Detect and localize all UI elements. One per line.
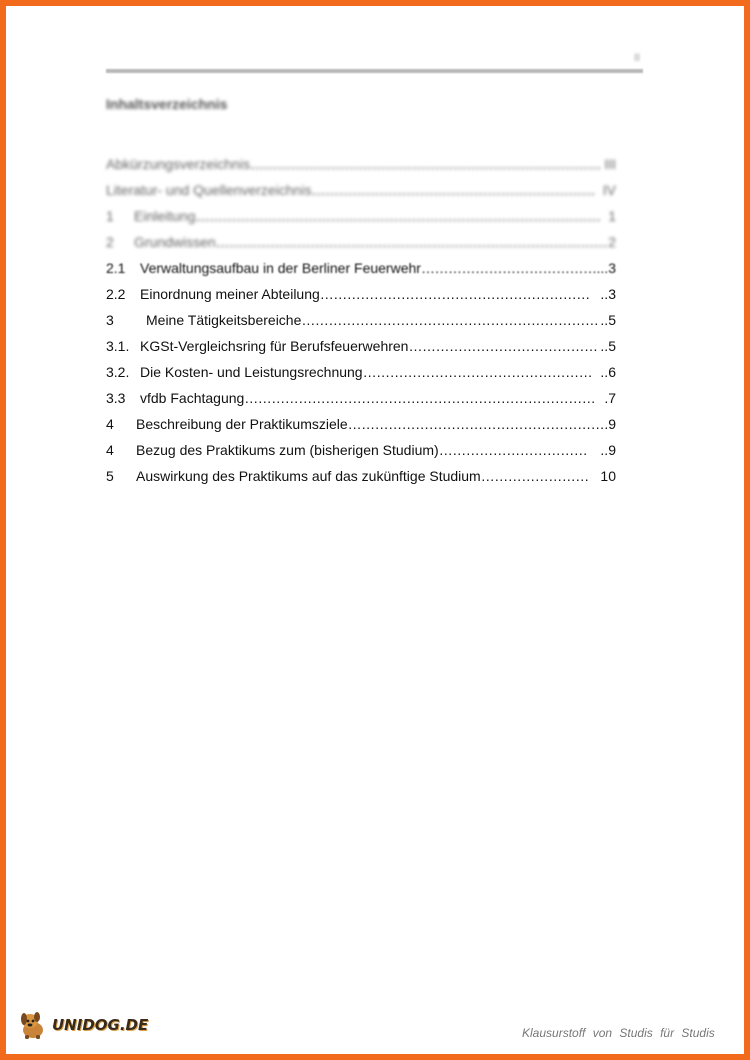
- toc-entry-number: 3.2.: [106, 364, 130, 380]
- toc-entry-number: 4: [106, 416, 114, 432]
- unidog-logo[interactable]: [16, 1010, 148, 1040]
- toc-entry-number: 2.2: [106, 286, 126, 302]
- toc-leader-dots: …………………………………………………………: [301, 312, 599, 328]
- toc-entry-page: ..5: [600, 338, 616, 354]
- toc-leader-dots: ……………………………: [438, 442, 588, 458]
- toc-entry-page: ..6: [600, 364, 616, 380]
- toc-entry-label: Abkürzungsverzeichnis: [106, 156, 250, 172]
- document-page: [6, 6, 744, 1054]
- toc-leader-dots: ……………………………………………: [362, 364, 593, 380]
- toc-entry[interactable]: [106, 438, 616, 464]
- toc-entry-label: Die Kosten- und Leistungsrechnung: [140, 364, 363, 380]
- toc-leader-dots: ……………………………………………………………………: [249, 156, 601, 172]
- toc-entry-page: .7: [604, 390, 616, 406]
- page-number: II: [634, 52, 641, 64]
- toc-entry-page: ..3: [600, 286, 616, 302]
- toc-entry-number: 5: [106, 468, 114, 484]
- toc-leader-dots: …………………………………: [420, 260, 597, 276]
- toc-entry[interactable]: [106, 204, 616, 230]
- logo-text: UNIDOG.DE: [52, 1016, 149, 1034]
- toc-entry[interactable]: [106, 464, 616, 490]
- toc-entry-page: 2: [608, 234, 616, 250]
- toc-title: Inhaltsverzeichnis: [106, 96, 228, 112]
- toc-entry-label: Literatur- und Quellenverzeichnis: [106, 182, 312, 198]
- toc-entry-label: Verwaltungsaufbau in der Berliner Feuerwehr: [140, 260, 421, 276]
- header-rule: [106, 69, 643, 73]
- toc-leader-dots: ……………………: [480, 468, 589, 484]
- toc-entry[interactable]: [106, 308, 616, 334]
- toc-entry-label: Meine Tätigkeitsbereiche: [146, 312, 302, 328]
- toc-entry[interactable]: [106, 334, 616, 360]
- toc-entry-label: Bezug des Praktikums zum (bisherigen Studium): [136, 442, 439, 458]
- toc-leader-dots: ………………………………………………………………………………: [195, 208, 601, 224]
- toc-entry[interactable]: [106, 152, 616, 178]
- dog-mascot-icon: [16, 1010, 50, 1040]
- toc-entry-label: KGSt-Vergleichsring für Berufsfeuerwehren: [140, 338, 409, 354]
- footer-tagline: Klausurstoff von Studis für Studis: [522, 1026, 715, 1040]
- toc-entry-page: 1: [608, 208, 616, 224]
- toc-entry-label: Beschreibung der Praktikumsziele: [136, 416, 348, 432]
- toc-entry[interactable]: [106, 230, 616, 256]
- toc-entry-number: 3: [106, 312, 114, 328]
- toc-leader-dots: …………………………………………………: [347, 416, 605, 432]
- toc-entry-page: ...3: [596, 260, 616, 276]
- toc-entry-number: 2: [106, 234, 114, 250]
- toc-leader-dots: ………………………………………………………: [311, 182, 595, 198]
- toc-entry-page: 10: [600, 468, 616, 484]
- toc-entry-number: 1: [106, 208, 114, 224]
- toc-entry[interactable]: [106, 360, 616, 386]
- toc-entry-page: ..5: [600, 312, 616, 328]
- toc-entry[interactable]: [106, 412, 616, 438]
- toc-entry[interactable]: [106, 386, 616, 412]
- toc-entry-page: .9: [604, 416, 616, 432]
- table-of-contents: [106, 152, 616, 490]
- toc-leader-dots: ……………………………………………………………………: [244, 390, 596, 406]
- toc-entry-label: Einordnung meiner Abteilung: [140, 286, 320, 302]
- toc-entry-number: 3.3: [106, 390, 126, 406]
- toc-leader-dots: ……………………………………………………………………………: [215, 234, 608, 250]
- toc-entry[interactable]: [106, 282, 616, 308]
- toc-entry-number: 2.1: [106, 260, 126, 276]
- toc-entry-label: Auswirkung des Praktikums auf das zukünftige Studium: [136, 468, 481, 484]
- toc-entry-page: ..9: [600, 442, 616, 458]
- toc-entry-label: Einleitung: [134, 208, 196, 224]
- toc-entry-page: III: [604, 156, 616, 172]
- toc-entry-label: Grundwissen: [134, 234, 216, 250]
- toc-entry[interactable]: [106, 256, 616, 282]
- toc-entry[interactable]: [106, 178, 616, 204]
- toc-entry-number: 4: [106, 442, 114, 458]
- toc-entry-number: 3.1.: [106, 338, 130, 354]
- toc-entry-page: IV: [602, 182, 616, 198]
- toc-entry-label: vfdb Fachtagung: [140, 390, 245, 406]
- toc-leader-dots: ……………………………………: [408, 338, 598, 354]
- toc-leader-dots: ……………………………………………………: [319, 286, 590, 302]
